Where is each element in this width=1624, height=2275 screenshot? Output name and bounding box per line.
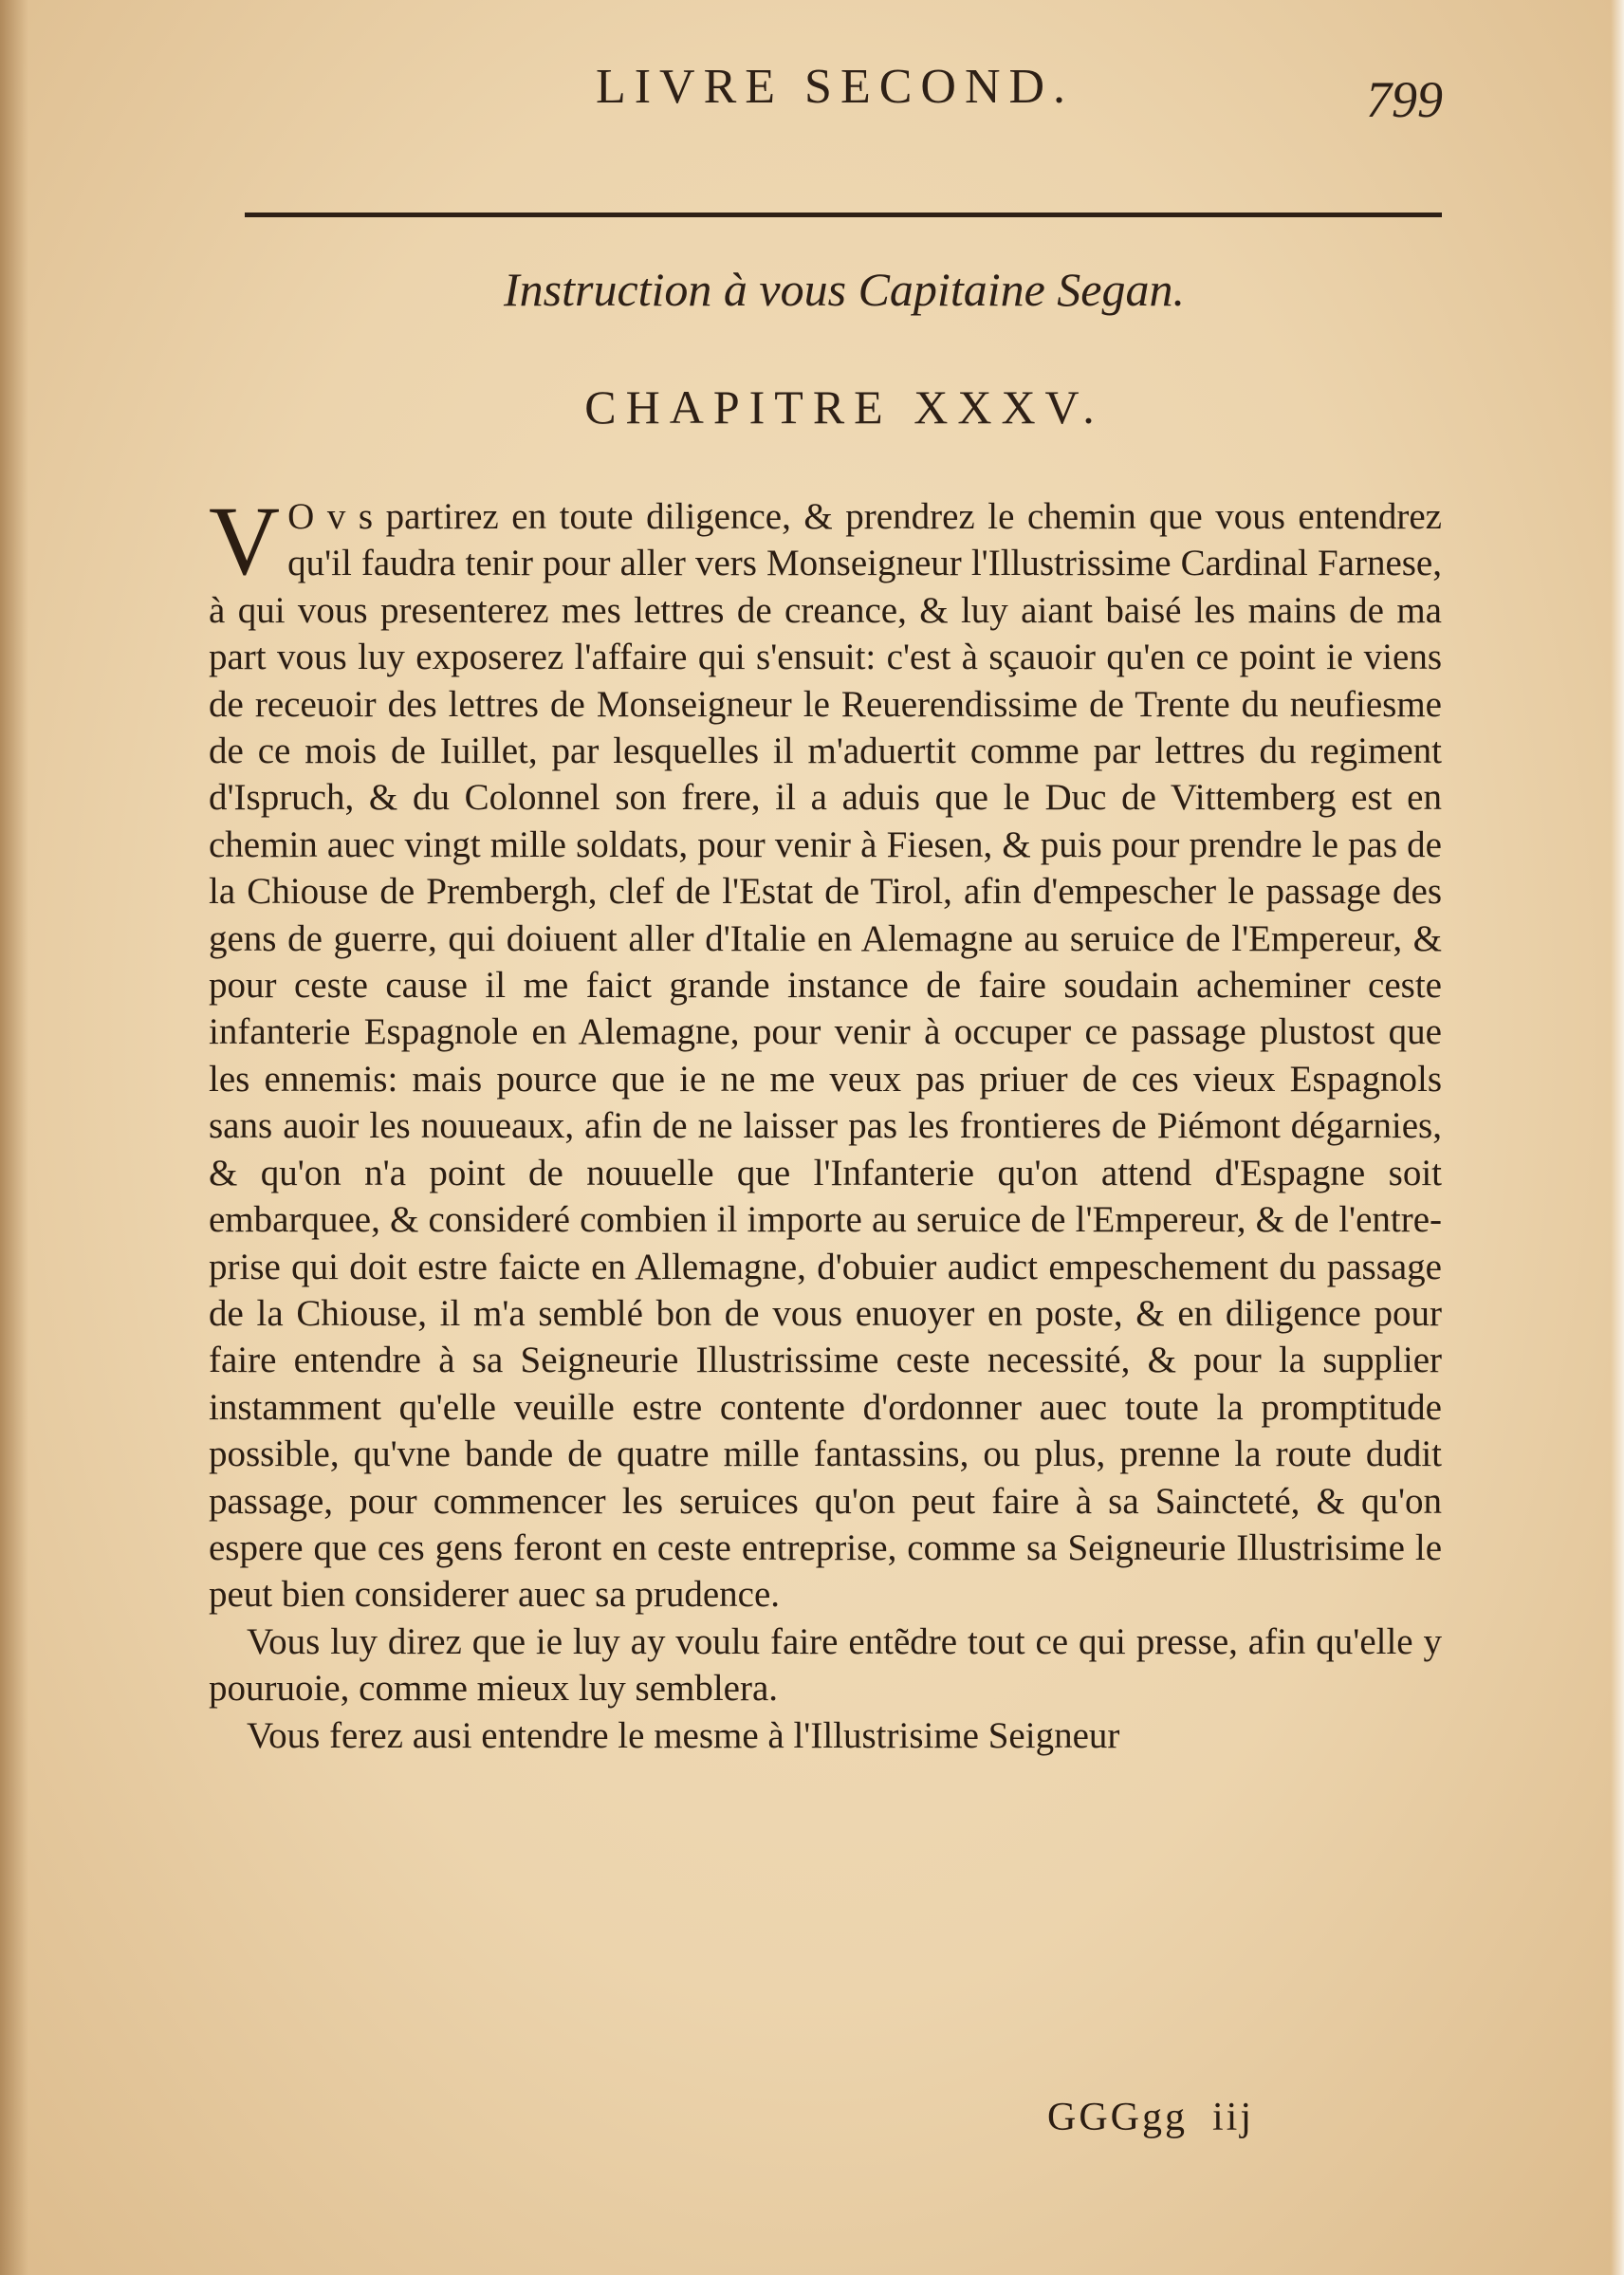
body-text bbox=[209, 487, 1442, 1759]
chapter-title: CHAPITRE XXXV. bbox=[584, 380, 1104, 434]
signature-letters: GGGgg bbox=[1047, 2096, 1188, 2139]
drop-cap: V bbox=[209, 487, 281, 596]
signature-mark bbox=[1047, 2095, 1279, 2140]
paragraph-1-text: O v s partirez en toute diligence, & prendrez le chemin que vous entendrez qu'il faudra tenir pour aller vers Monseigneur l'Illustrissime Cardinal Farnese, à qui vous presenterez mes lettres de creance, & luy aiant baisé les mains de ma part vous luy exposerez l'affaire qui s'ensuit: c'est à sçauoir qu'en ce point ie viens de receuoir des lettres de Monseigneur le Reuerendissime de Trente du neufiesme de ce mois de Iuillet, par lesquelles il m'aduertit comme par lettres du regiment d'Ispruch, & du Colonnel son frere, il a aduis que le Duc de Vittemberg est en chemin auec vingt mille soldats, pour venir à Fiesen, & puis pour prendre le pas de la Chiouse de Prembergh, clef de l'Estat de Tirol, afin d'empescher le passage des gens de guerre, qui doiuent aller d'Italie en Alemagne au seruice de l'Empereur, & pour ceste cause il me faict grande instance de faire soudain acheminer ceste infanterie Espagnole en Alemagne, pour venir à occuper ce passage plustost que les ennemis: mais pource que ie ne me veux pas priuer de ces vieux Espagnols sans auoir les nouueaux, afin de ne laisser pas les frontieres de Piémont dégarnies, & qu'on n'a point de nouuelle que l'Infanterie qu'on attend d'Espagne soit embarquee, & consideré combien il importe au seruice de l'Empereur, & de l'entre-prise qui doit estre faicte en Allemagne, d'obuier audict empeschement du passage de la Chiouse, il m'a semblé bon de vous enuoyer en poste, & en diligence pour faire entendre à sa Seigneurie Illustrissime ceste necessité, & pour la supplier instamment qu'elle veuille estre contente d'ordonner auec toute la promptitude possible, qu'vne bande de quatre mille fantassins, ou plus, prenne la route dudit passage, pour commencer les seruices qu'on peut faire à sa Saincteté, & qu'on espere que ces gens feront en ceste entreprise, comme sa Seigneurie Illustrisime le peut bien considerer auec sa prudence. bbox=[209, 496, 1442, 1616]
page-gutter-shadow bbox=[0, 0, 28, 2275]
header-rule bbox=[245, 213, 1442, 217]
signature-number: iij bbox=[1212, 2096, 1255, 2139]
paragraph-2: Vous luy direz que ie luy ay voulu faire entẽdre tout ce qui presse, afin qu'elle y pouruoie, comme mieux luy semblera. bbox=[209, 1620, 1442, 1710]
paragraph-3: Vous ferez ausi entendre le mesme à l'Illustrisime Seigneur bbox=[247, 1714, 1120, 1756]
running-head: LIVRE SECOND. bbox=[595, 60, 1075, 114]
paragraph-1 bbox=[209, 487, 1442, 1618]
page-edge bbox=[1611, 0, 1624, 2275]
chapter-subtitle: Instruction à vous Capitaine Segan. bbox=[504, 263, 1185, 316]
page-number: 799 bbox=[1366, 71, 1443, 128]
